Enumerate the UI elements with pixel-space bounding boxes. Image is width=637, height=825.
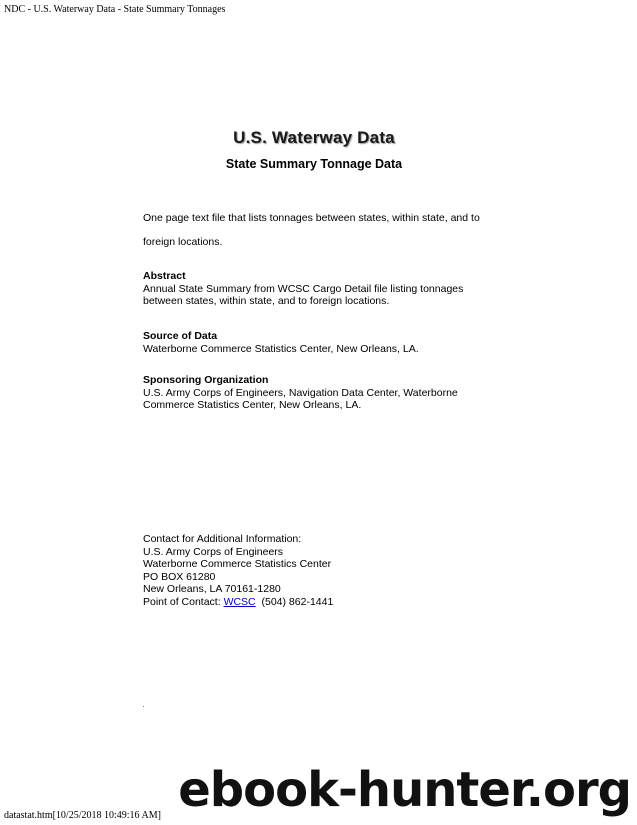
poc-label: Point of Contact: (143, 595, 221, 608)
print-footer: datastat.htm[10/25/2018 10:49:16 AM] (4, 810, 161, 821)
point-of-contact (143, 596, 488, 609)
contact-line: New Orleans, LA 70161-1280 (143, 583, 281, 596)
stray-dot (143, 706, 144, 707)
contact-line: Contact for Additional Information: (143, 533, 302, 545)
watermark: ebook-hunter.org (178, 762, 631, 818)
contact-section (143, 533, 488, 609)
wcsc-link[interactable]: WCSC (223, 595, 256, 608)
sponsor-section (143, 374, 488, 412)
intro-text: One page text file that lists tonnages between states, within state, and to foreign locations. (143, 212, 480, 248)
print-header: NDC - U.S. Waterway Data - State Summary Tonnages (4, 4, 226, 15)
abstract-text: Annual State Summary from WCSC Cargo Detail file listing tonnages between states, within state, and to foreign locations. (143, 282, 464, 308)
source-heading: Source of Data (143, 330, 218, 342)
page-title: U.S. Waterway Data (233, 128, 395, 147)
contact-line: U.S. Army Corps of Engineers (143, 545, 284, 558)
source-section (143, 330, 488, 355)
source-text: Waterborne Commerce Statistics Center, New Orleans, LA. (143, 342, 419, 355)
abstract-heading: Abstract (143, 270, 186, 282)
contact-line: Waterborne Commerce Statistics Center (143, 558, 332, 571)
contact-line: PO BOX 61280 (143, 570, 216, 583)
page-subtitle: State Summary Tonnage Data (225, 157, 403, 171)
phone-number: (504) 862-1441 (261, 595, 334, 608)
abstract-section (143, 270, 488, 308)
sponsor-text: U.S. Army Corps of Engineers, Navigation Data Center, Waterborne Commerce Statistics Center, New Orleans, LA. (143, 386, 458, 412)
sponsor-heading: Sponsoring Organization (143, 374, 269, 386)
